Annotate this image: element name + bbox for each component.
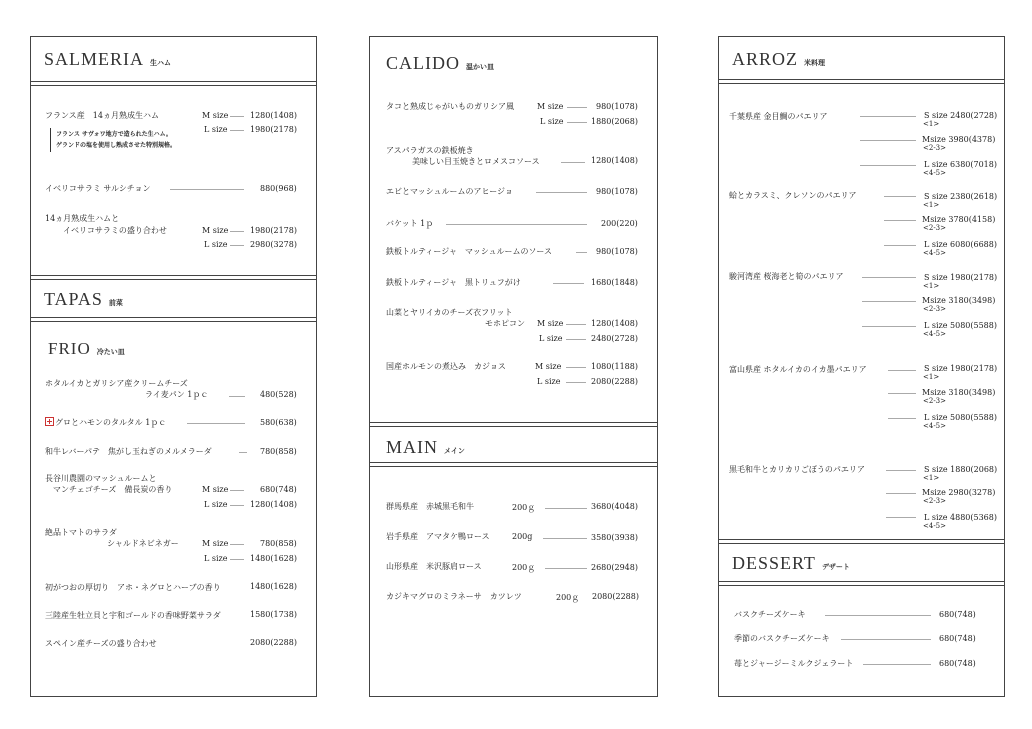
price: 980(1078) — [596, 187, 638, 196]
leader-line — [825, 615, 931, 616]
leader-line — [862, 301, 916, 302]
leader-line — [543, 538, 587, 539]
menu-item-name: 14ヵ月熟成生ハムと — [45, 214, 120, 223]
leader-line — [230, 245, 244, 246]
serving-count: <2-3> — [923, 224, 947, 232]
divider — [719, 83, 1004, 84]
menu-item-name: 絶品トマトのサラダ — [45, 528, 117, 537]
dessert-header — [732, 553, 850, 574]
size-label: L size — [537, 377, 561, 386]
price: 1880(2068) — [591, 117, 638, 126]
menu-item-name — [45, 417, 166, 428]
menu-item-label: グロとハモンのタルタル 1ｐｃ — [55, 418, 167, 427]
subsection-subtitle-frio: 冷たい皿 — [96, 347, 125, 356]
size-price: Msize 3180(3498) — [922, 388, 996, 397]
leader-line — [566, 339, 586, 340]
arroz-header — [732, 49, 825, 70]
section-subtitle-tapas: 前菜 — [108, 298, 123, 307]
menu-item-name: マンチェゴチーズ 備長炭の香り — [53, 485, 173, 494]
size-label: M size — [537, 102, 564, 111]
serving-count: <1> — [923, 120, 940, 128]
weight-label: 200g — [512, 532, 533, 541]
price: 880(968) — [260, 184, 297, 193]
leader-line — [886, 517, 916, 518]
menu-item-name: 富山県産 ホタルイカのイカ墨パエリア — [729, 365, 867, 374]
leader-line — [884, 220, 916, 221]
divider — [31, 81, 316, 82]
price: 3680(4048) — [591, 502, 638, 511]
price: 1280(1408) — [250, 111, 297, 120]
menu-item-name: イベリコサラミの盛り合わせ — [63, 226, 167, 235]
divider — [370, 462, 657, 463]
divider — [31, 321, 316, 322]
leader-line — [545, 568, 587, 569]
leader-line — [230, 559, 244, 560]
serving-count: <2-3> — [923, 144, 947, 152]
leader-line — [170, 189, 244, 190]
leader-line — [884, 245, 916, 246]
size-price: S size 2480(2728) — [924, 111, 998, 120]
plus-box-icon — [45, 417, 54, 426]
section-subtitle-arroz: 米料理 — [804, 58, 826, 67]
price: 580(638) — [260, 418, 297, 427]
section-title-main: MAIN — [386, 437, 438, 457]
price: 2480(2728) — [591, 334, 638, 343]
size-price: S size 1980(2178) — [924, 273, 998, 282]
leader-line — [561, 162, 585, 163]
leader-line — [862, 277, 916, 278]
price: 1280(1408) — [250, 500, 297, 509]
serving-count: <2-3> — [923, 397, 947, 405]
section-title-tapas: TAPAS — [44, 289, 103, 309]
size-label: M size — [202, 226, 229, 235]
size-price: Msize 2980(3278) — [922, 488, 996, 497]
divider — [719, 79, 1004, 80]
leader-line — [553, 283, 584, 284]
price: 780(858) — [260, 447, 297, 456]
price: 2080(2288) — [592, 592, 639, 601]
menu-item-name: ライ麦パン 1ｐｃ — [145, 390, 209, 399]
price: 2080(2288) — [591, 377, 638, 386]
menu-item-name: タコと熟成じゃがいものガリシア風 — [386, 102, 514, 111]
price: 680(748) — [260, 485, 297, 494]
price: 680(748) — [939, 659, 976, 668]
size-price: L size 6380(7018) — [924, 160, 997, 169]
price: 1280(1408) — [591, 319, 638, 328]
item-note: フランス サヴォワ地方で造られた生ハム。 — [56, 131, 172, 138]
leader-line — [567, 122, 587, 123]
price: 1080(1188) — [591, 362, 638, 371]
menu-item-name: 季節のバスクチーズケーキ — [734, 634, 830, 643]
leader-line — [888, 393, 916, 394]
size-price: Msize 3180(3498) — [922, 296, 996, 305]
size-label: L size — [204, 125, 228, 134]
divider — [719, 539, 1004, 540]
menu-item-name: 国産ホルモンの煮込み カジョス — [386, 362, 506, 371]
price: 1280(1408) — [591, 156, 638, 165]
serving-count: <4-5> — [923, 330, 947, 338]
menu-item-name: イベリコサラミ サルシチョン — [45, 184, 151, 193]
menu-item-name: 山形県産 米沢豚肩ロース — [386, 562, 482, 571]
leader-line — [860, 165, 916, 166]
leader-line — [230, 544, 244, 545]
divider — [31, 85, 316, 86]
price: 1680(1848) — [591, 278, 638, 287]
divider — [31, 275, 316, 276]
menu-item-name: 山菜とヤリイカのチーズ衣フリット — [386, 308, 513, 317]
menu-item-name: 蛤とカラスミ、クレソンのパエリア — [729, 191, 857, 200]
leader-line — [536, 192, 587, 193]
leader-line — [230, 505, 244, 506]
size-price: Msize 3780(4158) — [922, 215, 996, 224]
serving-count: <4-5> — [923, 249, 947, 257]
note-bar — [50, 128, 51, 152]
menu-item-name: 苺とジャージーミルクジェラート — [734, 659, 854, 668]
menu-item-name: 岩手県産 アマタケ鴨ロース — [386, 532, 490, 541]
section-subtitle-main: メイン — [444, 446, 465, 455]
menu-item-name: 鉄板トルティージャ マッシュルームのソース — [386, 247, 552, 256]
menu-item-name: カジキマグロのミラネーサ カツレツ — [386, 592, 522, 601]
salmeria-header — [44, 49, 171, 70]
menu-item-name: バスクチーズケーキ — [734, 610, 806, 619]
size-price: L size 5080(5588) — [924, 321, 997, 330]
section-title-dessert: DESSERT — [732, 553, 816, 573]
size-price: L size 6080(6688) — [924, 240, 997, 249]
leader-line — [239, 452, 247, 453]
menu-item-name: 駿河湾産 桜海老と筍のパエリア — [729, 272, 844, 281]
serving-count: <1> — [923, 201, 940, 209]
price: 980(1078) — [596, 102, 638, 111]
serving-count: <4-5> — [923, 422, 947, 430]
size-price: L size 5080(5588) — [924, 413, 997, 422]
leader-line — [545, 508, 587, 509]
weight-label: 200ｇ — [512, 563, 536, 572]
price: 980(1078) — [596, 247, 638, 256]
leader-line — [230, 231, 244, 232]
section-title-calido: CALIDO — [386, 53, 460, 73]
tapas-header — [44, 289, 123, 310]
menu-panel-left — [30, 36, 317, 697]
menu-panel-right — [718, 36, 1005, 697]
serving-count: <2-3> — [923, 497, 947, 505]
weight-label: 200ｇ — [512, 503, 536, 512]
menu-item-name: 長谷川農園のマッシュルームと — [45, 474, 157, 483]
menu-item-name: 和牛レバーパテ 焦がし玉ねぎのメルメラーダ — [45, 447, 212, 456]
size-label: L size — [204, 500, 228, 509]
menu-item-name: スペイン産チーズの盛り合わせ — [45, 639, 157, 648]
calido-header — [386, 53, 494, 74]
leader-line — [230, 116, 244, 117]
section-title-salmeria: SALMERIA — [44, 49, 145, 69]
menu-item-name: モホピコン — [485, 319, 525, 328]
leader-line — [860, 140, 916, 141]
leader-line — [566, 324, 586, 325]
subsection-title-frio: FRIO — [48, 339, 91, 358]
menu-item-name: ホタルイカとガリシア産クリームチーズ — [45, 379, 188, 388]
price: 1480(1628) — [250, 582, 297, 591]
divider — [719, 581, 1004, 582]
serving-count: <1> — [923, 373, 940, 381]
size-label: L size — [204, 554, 228, 563]
menu-item-name: 美味しい目玉焼きとロメスコソース — [412, 157, 540, 166]
size-label: M size — [535, 362, 562, 371]
leader-line — [863, 664, 931, 665]
price: 3580(3938) — [591, 533, 638, 542]
price: 200(220) — [601, 219, 638, 228]
menu-item-name: 群馬県産 赤城黒毛和牛 — [386, 502, 474, 511]
divider — [370, 422, 657, 423]
leader-line — [230, 490, 244, 491]
leader-line — [862, 326, 916, 327]
leader-line — [888, 370, 916, 371]
menu-item-name: シャルドネビネガー — [107, 539, 179, 548]
leader-line — [886, 470, 916, 471]
menu-item-name: 黒毛和牛とカリカリごぼうのパエリア — [729, 465, 865, 474]
price: 480(528) — [260, 390, 297, 399]
menu-item-name: エビとマッシュルームのアヒージョ — [386, 187, 513, 196]
price: 680(748) — [939, 610, 976, 619]
price: 780(858) — [260, 539, 297, 548]
menu-item-name: バケット 1ｐ — [386, 219, 434, 228]
serving-count: <1> — [923, 474, 940, 482]
price: 2080(2288) — [250, 638, 297, 647]
menu-item-name: フランス産 14ヵ月熟成生ハム — [45, 111, 159, 120]
size-price: L size 4880(5368) — [924, 513, 997, 522]
divider — [370, 426, 657, 427]
size-label: M size — [537, 319, 564, 328]
price: 2980(3278) — [250, 240, 297, 249]
size-label: M size — [202, 485, 229, 494]
leader-line — [187, 423, 245, 424]
price: 1480(1628) — [250, 554, 297, 563]
serving-count: <4-5> — [923, 169, 947, 177]
leader-line — [886, 493, 916, 494]
serving-count: <2-3> — [923, 305, 947, 313]
divider — [31, 279, 316, 280]
size-label: L size — [539, 334, 563, 343]
size-label: L size — [540, 117, 564, 126]
price: 1980(2178) — [250, 125, 297, 134]
section-subtitle-salmeria: 生ハム — [150, 58, 172, 67]
size-price: Msize 3980(4378) — [922, 135, 996, 144]
menu-item-name: 初がつおの厚切り アホ・ネグロとハーブの香り — [45, 583, 221, 592]
divider — [719, 543, 1004, 544]
leader-line — [566, 382, 586, 383]
leader-line — [567, 107, 587, 108]
item-note: ゲランドの塩を使用し熟成させた特別規格。 — [56, 142, 177, 149]
main-header — [386, 437, 465, 458]
divider — [719, 585, 1004, 586]
divider — [370, 466, 657, 467]
leader-line — [860, 116, 916, 117]
size-label: L size — [204, 240, 228, 249]
section-title-arroz: ARROZ — [732, 49, 799, 69]
serving-count: <1> — [923, 282, 940, 290]
section-subtitle-dessert: デザート — [821, 562, 850, 571]
leader-line — [884, 196, 916, 197]
section-subtitle-calido: 温かい皿 — [466, 62, 494, 71]
size-price: S size 2380(2618) — [924, 192, 998, 201]
menu-panel-center — [369, 36, 658, 697]
price: 2680(2948) — [591, 563, 638, 572]
menu-item-name: 千葉県産 金目鯛のパエリア — [729, 112, 828, 121]
size-label: M size — [202, 111, 229, 120]
size-price: S size 1980(2178) — [924, 364, 998, 373]
leader-line — [229, 396, 245, 397]
menu-item-name: 鉄板トルティージャ 黒トリュフがけ — [386, 278, 521, 287]
leader-line — [230, 130, 244, 131]
price: 1580(1738) — [250, 610, 297, 619]
price: 680(748) — [939, 634, 976, 643]
leader-line — [888, 418, 916, 419]
leader-line — [446, 224, 587, 225]
divider — [31, 317, 316, 318]
size-price: S size 1880(2068) — [924, 465, 998, 474]
menu-item-name: アスパラガスの鉄板焼き — [386, 146, 474, 155]
frio-header — [48, 339, 125, 359]
weight-label: 200ｇ — [556, 593, 580, 602]
size-label: M size — [202, 539, 229, 548]
serving-count: <4-5> — [923, 522, 947, 530]
leader-line — [566, 367, 586, 368]
leader-line — [576, 252, 587, 253]
price: 1980(2178) — [250, 226, 297, 235]
leader-line — [841, 639, 931, 640]
menu-item-name: 三陸産生牡立貝と宇和ゴールドの香味野菜サラダ — [45, 611, 221, 620]
